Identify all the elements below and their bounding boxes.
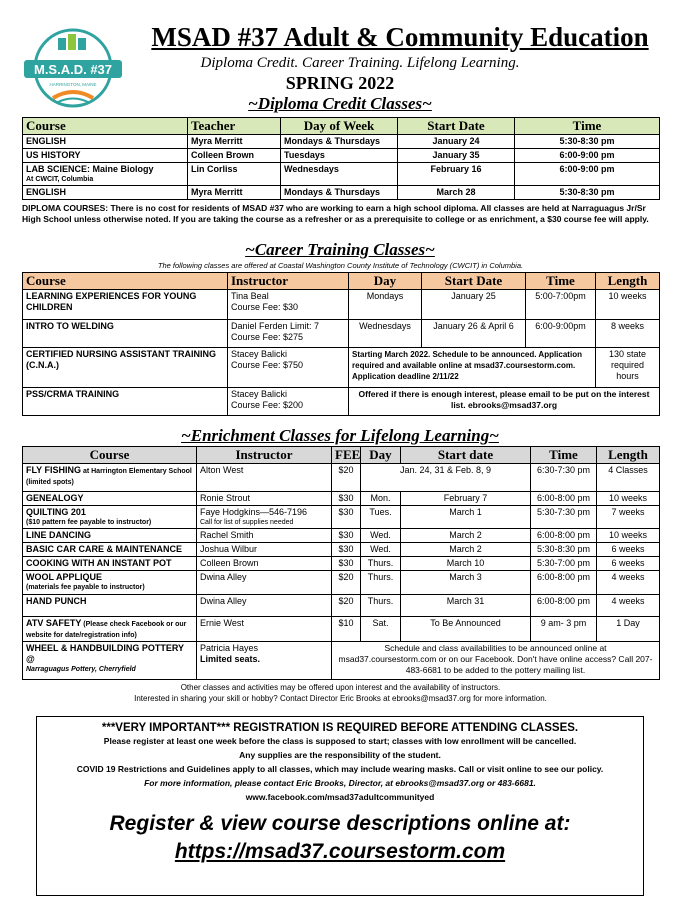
table-row [23,320,660,348]
length: 6 weeks [597,557,660,571]
column-header: Time [515,118,660,135]
notice-line: Any supplies are the responsibility of the student. [239,750,441,760]
facebook-link[interactable]: www.facebook.com/msad37adultcommunityed [245,792,435,802]
table-row [23,135,660,149]
start-date: January 24 [398,135,515,149]
start-date: March 31 [401,595,531,617]
time: 6:00-8:00 pm [531,595,597,617]
enrichment-contact: Interested in sharing your skill or hobby? Contact Director Eric Brooks at ebrooks@msad37.org for more information. [134,694,547,703]
length: 10 weeks [597,492,660,506]
table-row [23,348,660,388]
day: Sat. [361,617,401,642]
time: 6:00-8:00 pm [531,571,597,595]
column-header: Teacher [188,118,281,135]
time: 5:30-8:30 pm [515,186,660,200]
teacher: Lin Corliss [188,163,281,186]
column-header: Start Date [398,118,515,135]
instructor: Faye Hodgkins—546-7196 [200,507,308,517]
table-row [23,149,660,163]
course-note: At CWCIT, Columbia [26,176,94,183]
course-fee: Course Fee: $275 [231,332,304,342]
diploma-header-row [23,118,660,135]
instructor: Patricia Hayes [200,643,259,653]
course-name: BASIC CAR CARE & MAINTENANCE [23,543,197,557]
column-header: Day of Week [281,118,398,135]
instructor: Tina Beal [231,291,269,301]
table-row [23,529,660,543]
course-name: INTRO TO WELDING [23,320,228,348]
day: Thurs. [361,595,401,617]
start-date: To Be Announced [401,617,531,642]
column-header: Course [23,447,197,464]
length: 4 weeks [597,595,660,617]
length: 4 Classes [597,464,660,492]
course-note: at Harrington Elementary School (limited spots) [26,468,192,486]
length: 4 weeks [597,571,660,595]
course-name: ENGLISH [26,136,67,146]
length: 10 weeks [597,529,660,543]
day: Wed. [361,529,401,543]
schedule-info: Offered if there is enough interest, please email to be put on the interest list. ebrooks@msad37.org [349,388,660,416]
course-name: WOOL APPLIQUE [26,572,103,582]
day: Wed. [361,543,401,557]
fee: $30 [332,529,361,543]
enrichment-header-row [23,447,660,464]
course-name: ENGLISH [26,187,67,197]
notice-line: COVID 19 Restrictions and Guidelines apply to all classes, which may include wearing masks. Call or visit online to see our policy. [76,764,604,774]
table-row [23,506,660,529]
table-row [23,163,660,186]
course-name: QUILTING 201 [26,507,86,517]
table-row [23,290,660,320]
time: 5:30-8:30 pm [515,135,660,149]
day: Wednesdays [349,320,422,348]
length: 130 state required hours [596,348,660,388]
instructor: Stacey Balicki [231,389,288,399]
table-row [23,642,660,680]
course-name: COOKING WITH AN INSTANT POT [23,557,197,571]
length: 10 weeks [596,290,660,320]
course-name: FLY FISHING [26,465,82,475]
enrichment-section-title: ~Enrichment Classes for Lifelong Learning~ [181,426,499,445]
start-date: March 2 [401,529,531,543]
tagline: Diploma Credit. Career Training. Lifelong Learning. [200,55,520,71]
fee: $30 [332,492,361,506]
fee: $20 [332,595,361,617]
instructor: Dwina Alley [197,571,332,595]
time: 6:00-9:00 pm [515,163,660,186]
column-header: Time [531,447,597,464]
instructor: Joshua Wilbur [197,543,332,557]
start-date: January 25 [422,290,526,320]
instructor: Daniel Ferden Limit: 7 [231,321,320,331]
table-row [23,543,660,557]
length: 1 Day [597,617,660,642]
column-header: Time [526,273,596,290]
start-date: March 3 [401,571,531,595]
time: 6:00-9:00 pm [515,149,660,163]
table-row [23,617,660,642]
course-name: ATV SAFETY [26,618,82,628]
notice-line: Please register at least one week before the class is supposed to start; classes with low enrollment will be cancelled. [103,736,577,746]
time: 5:00-7:00pm [526,290,596,320]
fee: $20 [332,571,361,595]
instructor-note: Limited seats. [200,654,261,664]
start-date: January 35 [398,149,515,163]
course-name: US HISTORY [26,150,81,160]
day: Thurs. [361,571,401,595]
enrichment-table [22,446,660,680]
teacher: Colleen Brown [188,149,281,163]
table-row [23,186,660,200]
instructor: Ronie Strout [197,492,332,506]
table-row [23,388,660,416]
column-header: Course [23,273,228,290]
instructor: Stacey Balicki [231,349,288,359]
column-header: Instructor [197,447,332,464]
register-link[interactable]: https://msad37.coursestorm.com [174,840,506,863]
course-fee: Course Fee: $200 [231,400,304,410]
page-title: MSAD #37 Adult & Community Education [151,22,649,52]
course-name: WHEEL & HANDBUILDING POTTERY @ [26,643,184,664]
instructor: Dwina Alley [197,595,332,617]
column-header: Course [23,118,188,135]
enrichment-footer: Other classes and activities may be offered upon interest and the availability of instructors. [180,683,501,692]
start-date: March 2 [401,543,531,557]
time: 6:00-8:00 pm [531,529,597,543]
instructor: Ernie West [197,617,332,642]
table-row [23,557,660,571]
logo-graphic [18,28,128,108]
time: 6:30-7:30 pm [531,464,597,492]
time: 5:30-7:30 pm [531,506,597,529]
course-note: Narraguagus Pottery, Cherryfield [26,666,136,673]
time: 5:30-8:30 pm [531,543,597,557]
important-notice-box [36,716,644,896]
course-name: GENEALOGY [23,492,197,506]
teacher: Myra Merritt [188,135,281,149]
column-header: Start Date [422,273,526,290]
course-name: CERTIFIED NURSING ASSISTANT TRAINING (C.N.A.) [23,348,228,388]
career-section-title: ~Career Training Classes~ [245,240,435,259]
logo-subtext: HARRINGTON, MAINE [49,82,97,87]
table-row [23,464,660,492]
schedule-info: Schedule and class availabilities to be announced online at msad37.coursestorm.com or on our Facebook. Don't have online access? Call 207-483-6681 to be added to the pottery mailing list. [332,642,660,680]
fee: $30 [332,557,361,571]
term-label: SPRING 2022 [285,73,395,93]
course-name: LEARNING EXPERIENCES FOR YOUNG CHILDREN [23,290,228,320]
table-row [23,595,660,617]
diploma-note: DIPLOMA COURSES: There is no cost for residents of MSAD #37 who are working to earn a high school diploma. All classes are held at Narraguagus Jr/Sr High School unless otherwise noted. If you are taking the course as a refresher or as a prerequisite to college or as enrichment, a $30 course fee will apply. [22,203,649,224]
day-of-week: Mondays & Thursdays [281,186,398,200]
course-name: HAND PUNCH [23,595,197,617]
course-note: ($10 pattern fee payable to instructor) [26,519,152,526]
instructor: Alton West [197,464,332,492]
diploma-table [22,117,660,200]
column-header: Instructor [228,273,349,290]
fee: $10 [332,617,361,642]
start-date: March 10 [401,557,531,571]
instructor-note: Call for list of supplies needed [200,519,294,526]
start-date: February 7 [401,492,531,506]
instructor: Rachel Smith [197,529,332,543]
start-date: Jan. 24, 31 & Feb. 8, 9 [361,464,531,492]
start-date: March 1 [401,506,531,529]
time: 5:30-7:00 pm [531,557,597,571]
course-note: (materials fee payable to instructor) [26,584,145,591]
time: 6:00-8:00 pm [531,492,597,506]
table-row [23,571,660,595]
start-date: January 26 & April 6 [422,320,526,348]
fee: $20 [332,464,361,492]
course-name: LAB SCIENCE: Maine Biology [26,164,154,174]
time: 6:00-9:00pm [526,320,596,348]
table-row [23,492,660,506]
column-header: Length [597,447,660,464]
register-text: Register & view course descriptions online at: [109,812,571,835]
time: 9 am- 3 pm [531,617,597,642]
course-name: PSS/CRMA TRAINING [23,388,228,416]
school-logo [18,28,128,108]
fee: $30 [332,543,361,557]
course-fee: Course Fee: $30 [231,302,299,312]
length: 6 weeks [597,543,660,557]
course-name: LINE DANCING [23,529,197,543]
column-header: Day [361,447,401,464]
start-date: February 16 [398,163,515,186]
course-note: (Please check Facebook or our website for date/registration info) [26,621,187,639]
day-of-week: Wednesdays [281,163,398,186]
diploma-section-title: ~Diploma Credit Classes~ [248,94,432,113]
career-table [22,272,660,416]
column-header: FEE [332,447,361,464]
teacher: Myra Merritt [188,186,281,200]
instructor: Colleen Brown [197,557,332,571]
career-subtitle: The following classes are offered at Coastal Washington County Institute of Technology (CWCIT) in Columbia. [157,261,524,270]
day: Mon. [361,492,401,506]
column-header: Day [349,273,422,290]
day: Mondays [349,290,422,320]
contact-line: For more information, please contact Eric Brooks, Director, at ebrooks@msad37.org or 483-6681. [144,778,536,788]
start-date: March 28 [398,186,515,200]
schedule-info: Starting March 2022. Schedule to be announced. Application required and available online at msad37.coursestorm.com. Application deadline 2/11/22 [349,348,596,388]
column-header: Start date [401,447,531,464]
column-header: Length [596,273,660,290]
fee: $30 [332,506,361,529]
length: 7 weeks [597,506,660,529]
day-of-week: Mondays & Thursdays [281,135,398,149]
important-heading: ***VERY IMPORTANT*** REGISTRATION IS REQUIRED BEFORE ATTENDING CLASSES. [101,722,579,734]
career-header-row [23,273,660,290]
day: Tues. [361,506,401,529]
course-fee: Course Fee: $750 [231,360,304,370]
day-of-week: Tuesdays [281,149,398,163]
length: 8 weeks [596,320,660,348]
logo-text: M.S.A.D. #37 [33,62,113,77]
day: Thurs. [361,557,401,571]
